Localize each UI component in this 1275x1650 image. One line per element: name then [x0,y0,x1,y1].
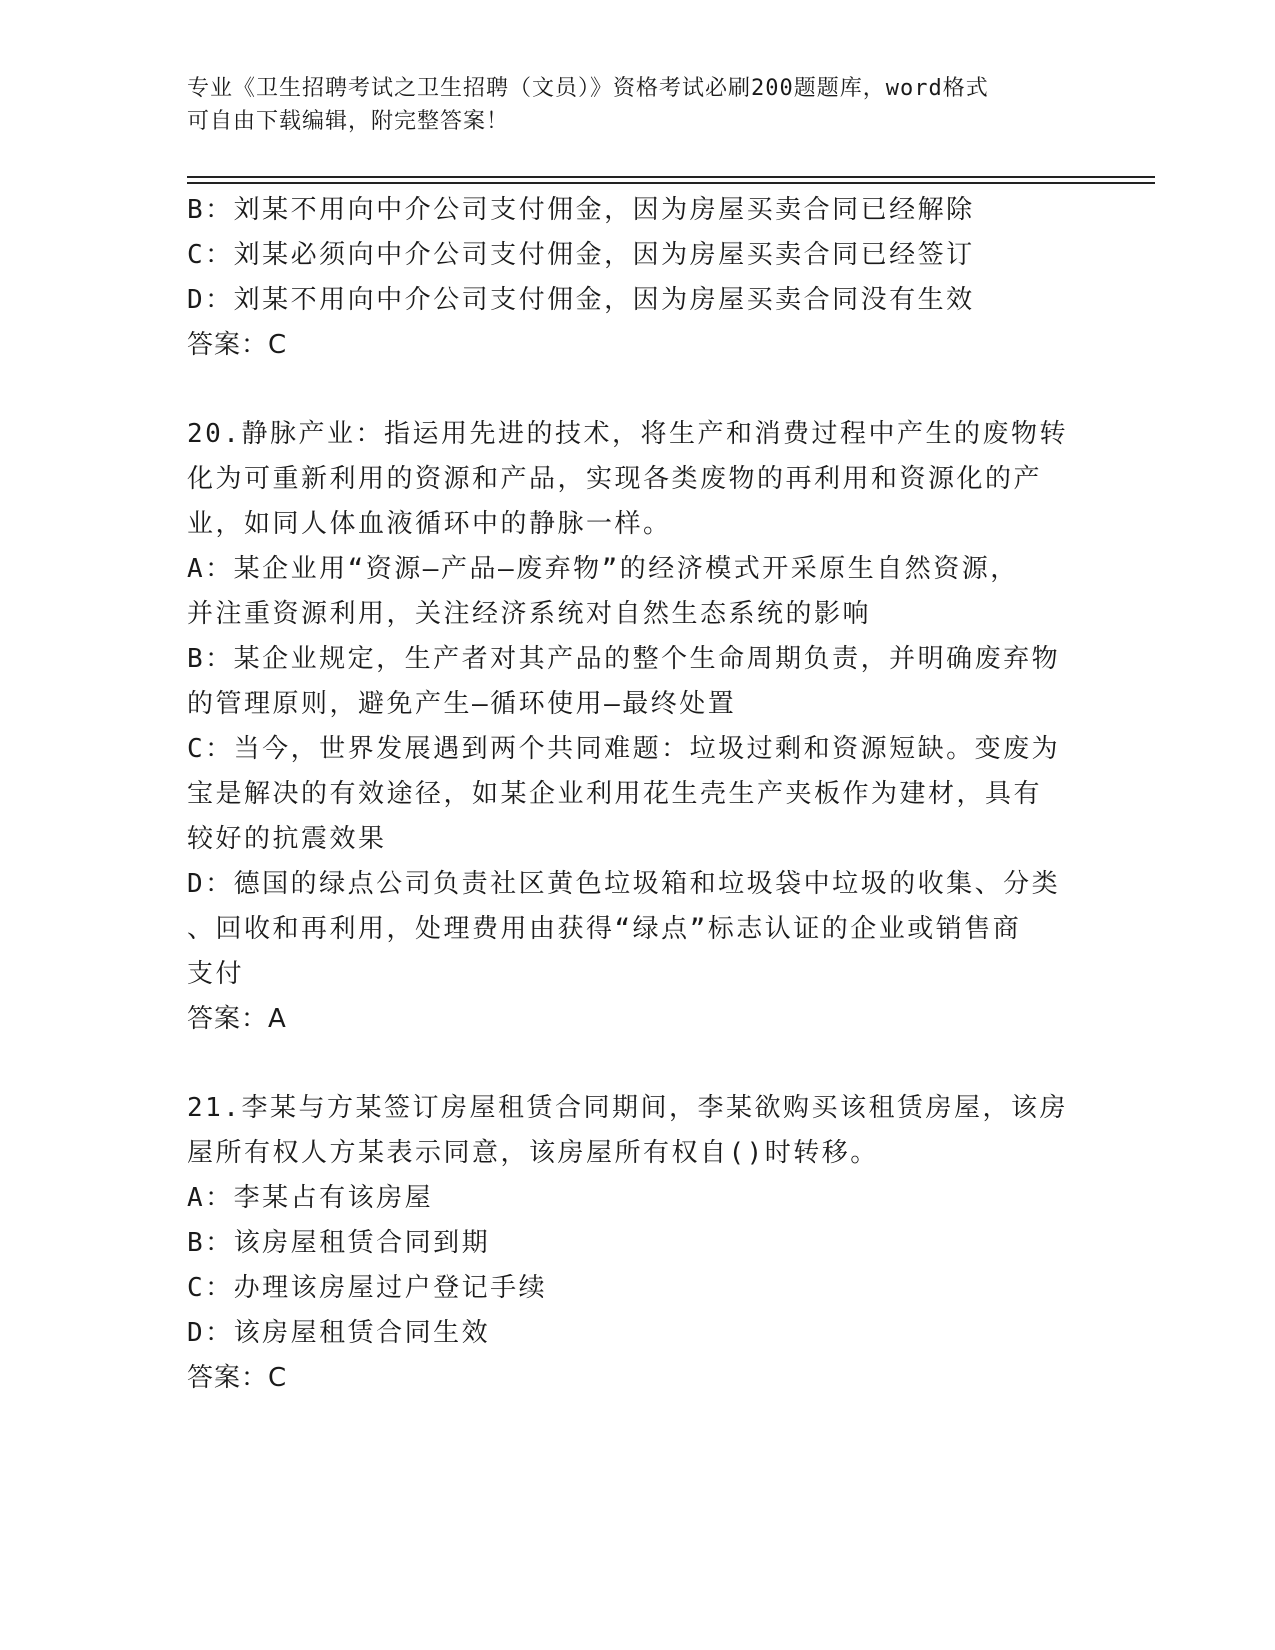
option-d: D：刘某不用向中介公司支付佣金，因为房屋买卖合同没有生效 [187,285,975,315]
question-21 [187,1086,1077,1401]
answer: 答案：C [187,330,288,360]
option-c: C：刘某必须向中介公司支付佣金，因为房屋买卖合同已经签订 [187,240,975,270]
option-a: A：李某占有该房屋 [187,1183,434,1213]
question-stem-line: 化为可重新利用的资源和产品，实现各类废物的再利用和资源化的产 [187,464,1043,494]
option-b: B：该房屋租赁合同到期 [187,1228,491,1258]
option-d: D：该房屋租赁合同生效 [187,1318,491,1348]
question-19 [187,188,1077,368]
header-rule-bottom [187,182,1155,184]
question-20 [187,412,1077,1042]
spacer [187,1042,1077,1086]
option-a-line: 并注重资源利用，关注经济系统对自然生态系统的影响 [187,599,872,629]
header-rule-top [187,176,1155,178]
option-b-line: B：某企业规定，生产者对其产品的整个生命周期负责，并明确废弃物 [187,644,1061,674]
option-c: C：办理该房屋过户登记手续 [187,1273,548,1303]
question-stem-line: 21.李某与方某签订房屋租赁合同期间，李某欲购买该租赁房屋，该房 [187,1093,1068,1123]
answer: 答案：C [187,1363,288,1393]
spacer [187,368,1077,412]
option-d-line: 支付 [187,959,245,989]
option-d-line: 、回收和再利用，处理费用由获得“绿点”标志认证的企业或销售商 [187,914,1022,944]
question-stem-line: 业，如同人体血液循环中的静脉一样。 [187,509,672,539]
option-a-line: A：某企业用“资源—产品—废弃物”的经济模式开采原生自然资源， [187,554,1019,584]
document-body [187,188,1077,1401]
option-d-line: D：德国的绿点公司负责社区黄色垃圾箱和垃圾袋中垃圾的收集、分类 [187,869,1061,899]
question-stem-line: 屋所有权人方某表示同意，该房屋所有权自()时转移。 [187,1138,879,1168]
option-b: B：刘某不用向中介公司支付佣金，因为房屋买卖合同已经解除 [187,195,975,225]
header-line-1: 专业《卫生招聘考试之卫生招聘（文员）》资格考试必刷200题题库，word格式 [187,76,989,101]
document-header [187,72,1067,138]
header-line-2: 可自由下载编辑，附完整答案！ [187,109,510,134]
answer: 答案：A [187,1004,287,1034]
option-c-line: C：当今，世界发展遇到两个共同难题：垃圾过剩和资源短缺。变废为 [187,734,1061,764]
question-stem-line: 20.静脉产业：指运用先进的技术，将生产和消费过程中产生的废物转 [187,419,1068,449]
option-c-line: 较好的抗震效果 [187,824,387,854]
option-c-line: 宝是解决的有效途径，如某企业利用花生壳生产夹板作为建材，具有 [187,779,1043,809]
option-b-line: 的管理原则，避免产生—循环使用—最终处置 [187,689,737,719]
